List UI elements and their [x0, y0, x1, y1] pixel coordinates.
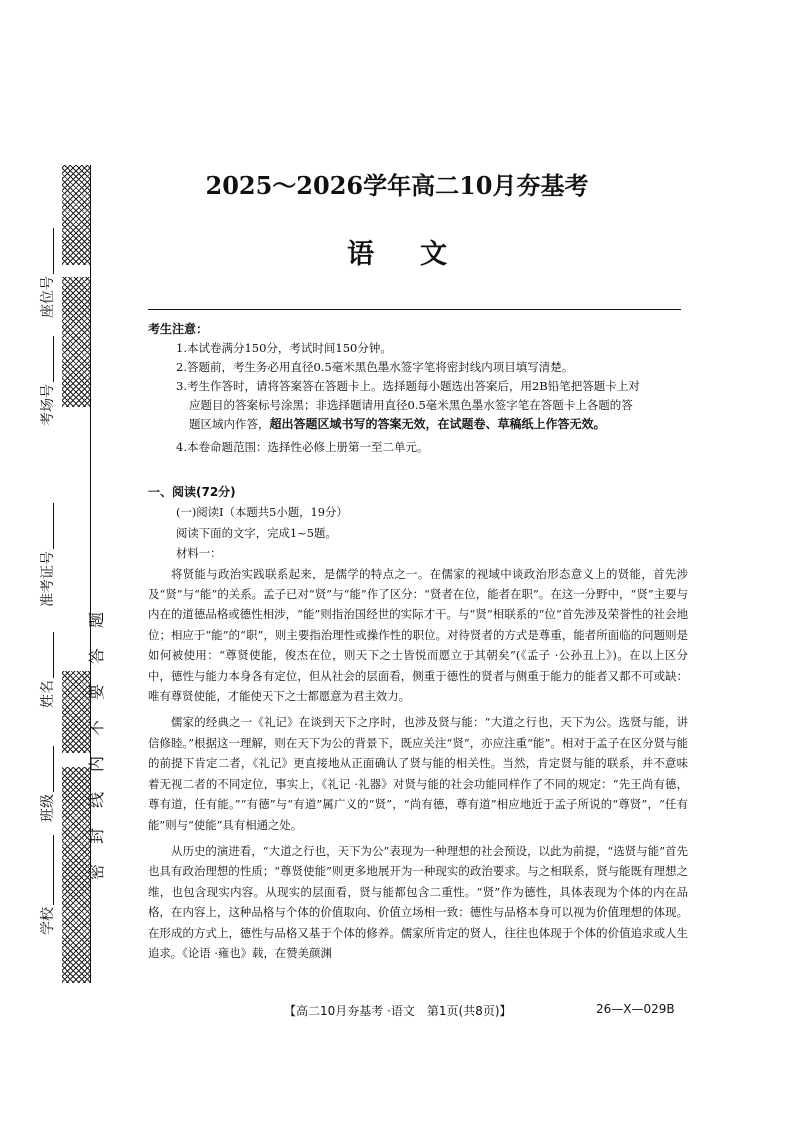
title-divider: [148, 309, 681, 310]
exam-room-field[interactable]: [37, 336, 57, 426]
paper-code: 26—X—029B: [596, 1002, 675, 1016]
admission-label: 准考证号: [40, 551, 56, 607]
material-label: 材料一：: [176, 546, 222, 561]
page-footer: 【高二10月夯基考 ·语文 第1页(共8页)】: [284, 1004, 512, 1018]
admission-number-field[interactable]: [37, 503, 57, 607]
notice-emphasis: 超出答题区域书写的答案无效，在试题卷、草稿纸上作答无效。: [269, 417, 606, 431]
paragraph: 将贤能与政治实践联系起来，是儒学的特点之一。在儒家的视域中谈政治形态意义上的贤能，首先涉及“贤”与“能”的关系。孟子已对“贤”与“能”作了区分：“贤者在位，能者在职”。在这一分野中，“贤”主要与内在的道德品格或德性相涉，“能”则指治国经世的实际才干。与“贤”相联系的“位”首先涉及荣誉性的社会地位；相应于“能”的“职”，则主要指治理性或操作性的职位。对待贤者的方式是尊重，能者所面临的问题则是如何被使用：“尊贤使能，俊杰在位，则天下之士皆悦而愿立于其朝矣”(《孟子 ·公孙丑上》)。在以上区分中，德性与能力本身各有定位，但从社会的层面看，侧重于德性的贤者与侧重于能力的能者又都不可或缺：唯有尊贤使能，才能使天下之士都愿意为君主效力。: [148, 566, 688, 704]
notice-text: 题区域内作答，: [189, 417, 270, 431]
notice-item: 1.本试卷满分150分，考试时间150分钟。: [176, 341, 392, 355]
seal-pattern: [62, 277, 90, 407]
instruction: 阅读下面的文字，完成1~5题。: [176, 525, 337, 540]
exam-room-label: 考场号: [40, 384, 56, 426]
reading-section: [148, 482, 688, 963]
notice-item: 4.本卷命题范围：选择性必修上册第一至二单元。: [176, 440, 429, 454]
school-label: 学校: [40, 907, 56, 935]
subject-title: 语文: [347, 239, 493, 270]
school-field[interactable]: [37, 835, 57, 935]
exam-notice: [148, 320, 688, 457]
exam-title: 2025～2026学年高二10月夯基考: [205, 171, 589, 200]
section-heading: 一、阅读(72分): [148, 485, 236, 499]
name-field[interactable]: [37, 632, 57, 708]
name-label: 姓名: [40, 680, 56, 708]
class-label: 班级: [40, 794, 56, 822]
notice-item: 2.答题前，考生务必用直径0.5毫米黑色墨水签字笔将密封线内项目填写清楚。: [176, 360, 574, 374]
seat-label: 座位号: [40, 276, 56, 318]
paragraph: 儒家的经典之一《礼记》在谈到天下之序时，也涉及贤与能：“大道之行也，天下为公。选贤与能，讲信修睦。”根据这一理解，则在天下为公的背景下，既应关注“贤”，亦应注重“能”。相对于孟子在区分贤与能的前提下肯定二者，《礼记》更直接地从正面确认了贤与能的相关性。当然，肯定贤与能的联系，并不意味着无视二者的不同定位，事实上，《礼记 ·礼器》对贤与能的社会功能同样作了不同的规定：“先王尚有德，尊有道，任有能。”“有德”与“有道”属广义的“贤”，“尚有德，尊有道”相应地近于孟子所说的“尊贤”，“任有能”则与“使能”具有相通之处。: [148, 715, 688, 832]
seal-text: 密封线内不要答题: [87, 591, 106, 880]
subsection-heading: (一)阅读I（本题共5小题，19分）: [176, 505, 348, 520]
class-field[interactable]: [37, 746, 57, 822]
paragraph: 从历史的演进看，“大道之行也，天下为公”表现为一种理想的社会预设，以此为前提，“选贤与能”首先也具有政治理想的性质；“尊贤使能”则更多地展开为一种现实的政治要求。与之相联系，贤与能既有理想之维，也包含现实内容。从现实的层面看，贤与能都包含二重性。“贤”作为德性，具体表现为个体的内在品格，在内容上，这种品格与个体的价值取向、价值立场相一致：德性与品格本身可以视为价值理想的体现。在形成的方式上，德性与品格又基于个体的修养。儒家所肯定的贤人，往往也体现于个体的价值追求或人生追求。《论语 ·雍也》载，在赞美颜渊: [148, 843, 688, 960]
notice-item: 3.考生作答时，请将答案答在答题卡上。选择题每小题选出答案后，用2B铅笔把答题卡上对: [176, 379, 640, 393]
notice-item-continued: [148, 415, 688, 434]
notice-title: 考生注意：: [148, 322, 209, 336]
notice-item-continued: 应题目的答案标号涂黑；非选择题请用直径0.5毫米黑色墨水签字笔在答题卡上各题的答: [189, 398, 633, 412]
